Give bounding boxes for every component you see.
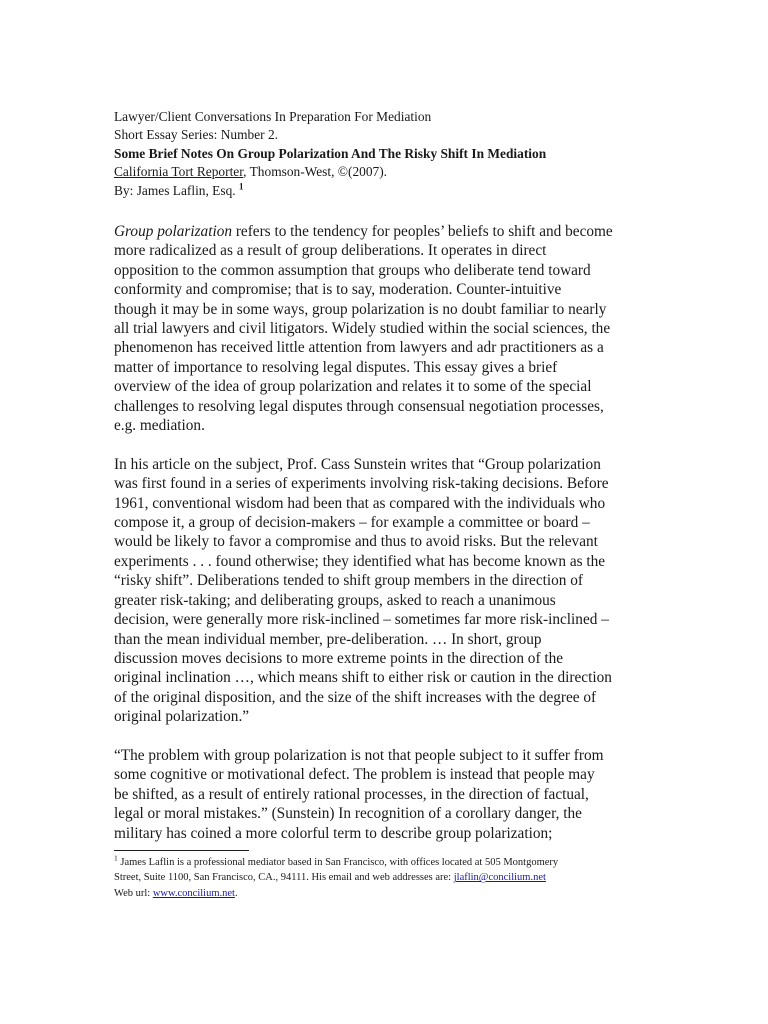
paragraph-line: “risky shift”. Deliberations tended to shift group members in the direction of — [114, 572, 583, 590]
paragraph-line: discussion moves decisions to more extreme points in the direction of the — [114, 649, 564, 667]
paragraph-line: would be likely to favor a compromise and thus to avoid risks. But the relevant — [114, 533, 598, 551]
paragraph-line: overview of the idea of group polarization and relates it to some of the special — [114, 378, 592, 396]
footnote-line: $^1$ James Laflin is a professional mediator based in San Francisco, with offices located at 505 Montgomery — [114, 853, 559, 868]
document-header — [114, 108, 674, 200]
paragraph-1 — [114, 222, 659, 435]
defined-term: Group polarization — [114, 223, 232, 240]
paragraph-line: decision, were generally more risk-inclined – sometimes far more risk-inclined – — [114, 611, 609, 629]
paragraph-line: legal or moral mistakes.” (Sunstein) In recognition of a corollary danger, the — [114, 805, 582, 823]
paragraph-line: original inclination …, which means shift to either risk or caution in the direction — [114, 669, 612, 687]
essay-body — [114, 222, 659, 843]
paragraph-line: was first found in a series of experiments involving risk-taking decisions. Before — [114, 475, 609, 493]
footnote-line: Street, Suite 1100, San Francisco, CA., 94111. His email and web addresses are: jlaflin@concilium.net — [114, 872, 546, 884]
paragraph-line: 1961, conventional wisdom had been that as compared with the individuals who — [114, 494, 606, 512]
publication-line — [114, 163, 674, 181]
footnote — [114, 855, 674, 901]
paragraph-2 — [114, 455, 659, 727]
byline — [114, 182, 674, 200]
paragraph-line: Group polarization refers to the tendency for peoples’ beliefs to shift and become — [114, 223, 613, 240]
website-link[interactable]: www.concilium.net — [152, 887, 235, 899]
paragraph-line: matter of importance to resolving legal disputes. This essay gives a brief — [114, 358, 558, 376]
author-name: By: James Laflin, Esq. — [114, 182, 239, 198]
series-number: Short Essay Series: Number 2. — [114, 127, 279, 143]
paragraph-line: military has coined a more colorful term to describe group polarization; — [114, 824, 553, 842]
paragraph-line: In his article on the subject, Prof. Cass Sunstein writes that “Group polarization — [114, 455, 601, 473]
footnote-line: Web url: www.concilium.net. — [114, 887, 238, 899]
paragraph-line: than the mean individual member, pre-deliberation. … In short, group — [114, 630, 542, 648]
essay-title: Some Brief Notes On Group Polarization And The Risky Shift In Mediation — [114, 145, 547, 161]
paragraph-line: “The problem with group polarization is not that people subject to it suffer from — [114, 746, 604, 764]
paragraph-line: phenomenon has received little attention from lawyers and adr practitioners as a — [114, 339, 604, 357]
paragraph-line: compose it, a group of decision-makers – for example a committee or board – — [114, 514, 590, 532]
paragraph-gap — [114, 435, 659, 454]
publication-name: California Tort Reporter — [114, 164, 244, 180]
email-link[interactable]: jlaflin@concilium.net — [453, 872, 546, 884]
paragraph-gap — [114, 727, 659, 746]
paragraph-line: experiments . . . found otherwise; they identified what has become known as the — [114, 552, 606, 570]
publication-details: , Thomson-West, ©(2007). — [243, 164, 388, 180]
footnote-marker: 1 — [114, 853, 118, 863]
paragraph-line: more radicalized as a result of group deliberations. It operates in direct — [114, 242, 547, 260]
paragraph-line: of the original disposition, and the size of the shift increases with the degree of — [114, 688, 597, 706]
paragraph-line: original polarization.” — [114, 708, 250, 726]
paragraph-line: though it may be in some ways, group polarization is no doubt familiar to nearly — [114, 300, 607, 318]
paragraph-3 — [114, 746, 659, 843]
paragraph-line: greater risk-taking; and deliberating groups, asked to reach a unanimous — [114, 591, 556, 609]
paragraph-line: all trial lawyers and civil litigators. Widely studied within the social sciences, the — [114, 320, 611, 338]
footnote-divider — [114, 850, 249, 851]
paragraph-line: challenges to resolving legal disputes through consensual negotiation processes, — [114, 397, 604, 415]
paragraph-line: opposition to the common assumption that groups who deliberate tend toward — [114, 261, 591, 279]
paragraph-line: some cognitive or motivational defect. The problem is instead that people may — [114, 766, 595, 784]
paragraph-line: conformity and compromise; that is to say, moderation. Counter-intuitive — [114, 281, 562, 299]
paragraph-line: be shifted, as a result of entirely rational processes, in the direction of factual, — [114, 785, 589, 803]
series-title: Lawyer/Client Conversations In Preparation For Mediation — [114, 109, 432, 124]
paragraph-line: e.g. mediation. — [114, 417, 205, 435]
footnote-reference: 1 — [238, 181, 244, 192]
